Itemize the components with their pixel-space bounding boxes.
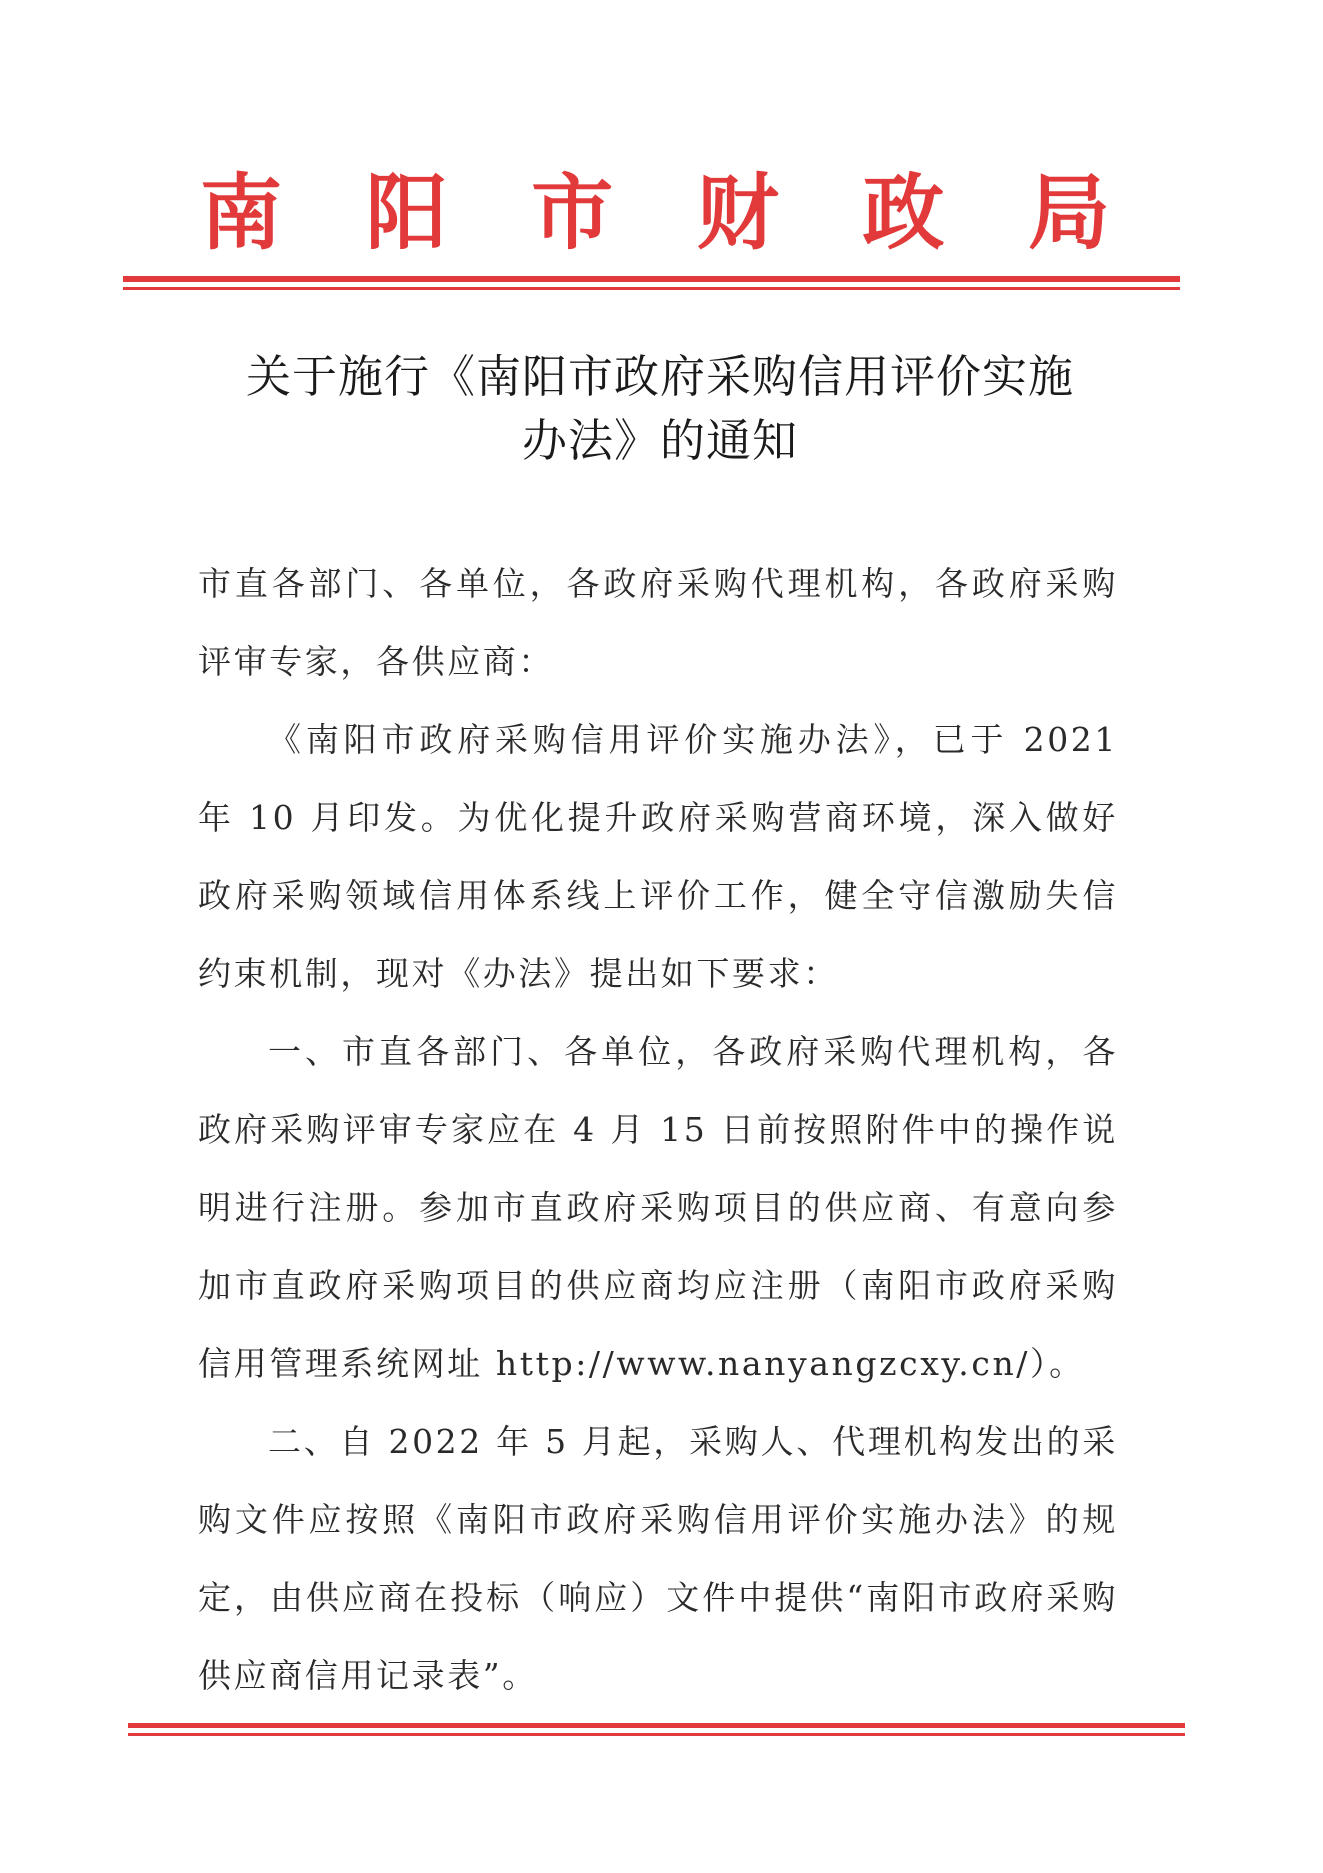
salutation: 市直各部门、各单位，各政府采购代理机构，各政府采购评审专家，各供应商：	[198, 564, 1118, 681]
header-rule-thin	[123, 287, 1180, 290]
title-line-2: 办法》的通知	[521, 414, 798, 467]
paragraph-item-2: 二、自 2022 年 5 月起，采购人、代理机构发出的采购文件应按照《南阳市政府采购信用评价实施办法》的规定，由供应商在投标（响应）文件中提供“南阳市政府采购供应商信用记录表”。	[198, 1422, 1118, 1695]
paragraph-intro: 《南阳市政府采购信用评价实施办法》，已于 2021 年 10 月印发。为优化提升政府采购营商环境，深入做好政府采购领域信用体系线上评价工作，健全守信激励失信约束机制，现对《办法》提出如下要求：	[198, 720, 1118, 993]
header-rule-thick	[123, 276, 1180, 282]
masthead-char: 政	[862, 165, 945, 261]
masthead-char: 阳	[365, 165, 448, 261]
document-body	[198, 545, 1118, 1715]
title-line-1: 关于施行《南阳市政府采购信用评价实施	[245, 350, 1074, 403]
footer-rule-thick	[128, 1723, 1185, 1728]
masthead-char: 局	[1027, 165, 1110, 261]
masthead-char: 市	[531, 165, 614, 261]
paragraph-item-1: 一、市直各部门、各单位，各政府采购代理机构，各政府采购评审专家应在 4 月 15 日前按照附件中的操作说明进行注册。参加市直政府采购项目的供应商、有意向参加市直政府采购项目的供应商均应注册（南阳市政府采购信用管理系统网址 http://www.nanyangzcxy.cn/）。	[198, 1032, 1118, 1383]
masthead-char: 南	[200, 165, 283, 261]
document-title	[140, 345, 1180, 473]
masthead-char: 财	[696, 165, 779, 261]
masthead	[200, 158, 1110, 268]
footer-rule-thin	[128, 1733, 1185, 1736]
